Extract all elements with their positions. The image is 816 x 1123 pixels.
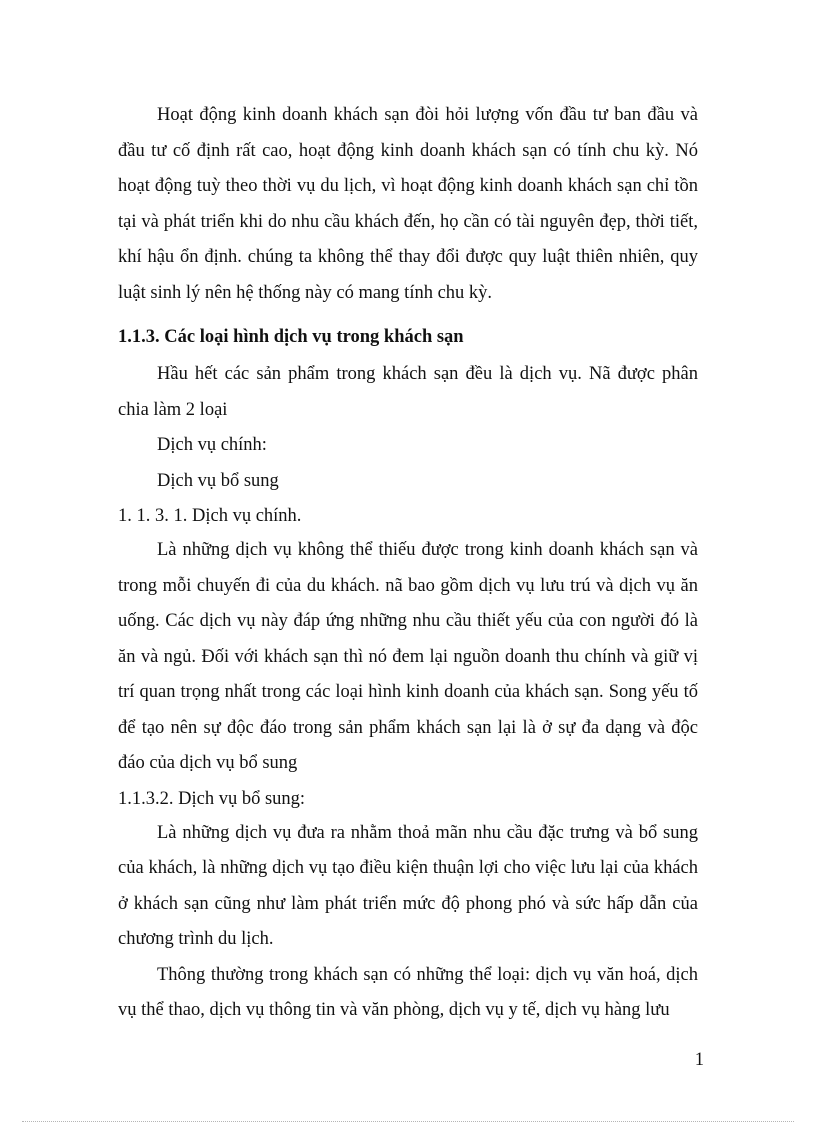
paragraph-service-types: Hầu hết các sản phẩm trong khách sạn đều là dịch vụ. Nã được phân chia làm 2 loại <box>118 364 698 420</box>
subsection-heading-1-1-3-1: 1. 1. 3. 1. Dịch vụ chính. <box>118 506 302 526</box>
paragraph-service-categories: Thông thường trong khách sạn có những thể loại: dịch vụ văn hoá, dịch vụ thể thao, dịch vụ thông tin và văn phòng, dịch vụ y tế, dịch vụ hàng lưu <box>118 964 698 1020</box>
section-heading-1-1-3: 1.1.3. Các loại hình dịch vụ trong khách sạn <box>118 327 464 347</box>
page-number: 1 <box>694 1050 704 1070</box>
footer-divider <box>22 1121 794 1122</box>
page-body <box>118 98 698 1029</box>
subsection-heading-1-1-3-2: 1.1.3.2. Dịch vụ bổ sung: <box>118 788 306 809</box>
list-item-additional-service: Dịch vụ bổ sung <box>157 470 279 491</box>
paragraph-intro: Hoạt động kinh doanh khách sạn đòi hỏi lượng vốn đầu tư ban đầu và đầu tư cố định rất cao, hoạt động kinh doanh khách sạn có tính chu kỳ. Nó hoạt động tuỳ theo thời vụ du lịch, vì hoạt động kinh doanh khách sạn chỉ tồn tại và phát triển khi do nhu cầu khách đến, họ cần có tài nguyên đẹp, thời tiết, khí hậu ổn định. chúng ta không thể thay đổi được quy luật thiên nhiên, quy luật sinh lý nên hệ thống này có mang tính chu kỳ. <box>118 105 698 303</box>
paragraph-additional-service: Là những dịch vụ đưa ra nhằm thoả mãn nhu cầu đặc trưng và bổ sung của khách, là những dịch vụ tạo điều kiện thuận lợi cho việc lưu lại của khách ở khách sạn cũng như làm phát triển mức độ phong phó và sức hấp dẫn của chương trình du lịch. <box>118 822 698 949</box>
list-item-main-service: Dịch vụ chính: <box>157 435 267 455</box>
paragraph-main-service: Là những dịch vụ không thể thiếu được trong kinh doanh khách sạn và trong mỗi chuyến đi của du khách. nã bao gồm dịch vụ lưu trú và dịch vụ ăn uống. Các dịch vụ này đáp ứng những nhu cầu thiết yếu của con người đó là ăn và ngủ. Đối với khách sạn thì nó đem lại nguồn doanh thu chính và giữ vị trí quan trọng nhất trong các loại hình kinh doanh của khách sạn. Song yếu tố để tạo nên sự độc đáo trong sản phẩm khách sạn lại là ở sự đa dạng và độc đáo của dịch vụ bổ sung <box>118 540 698 773</box>
